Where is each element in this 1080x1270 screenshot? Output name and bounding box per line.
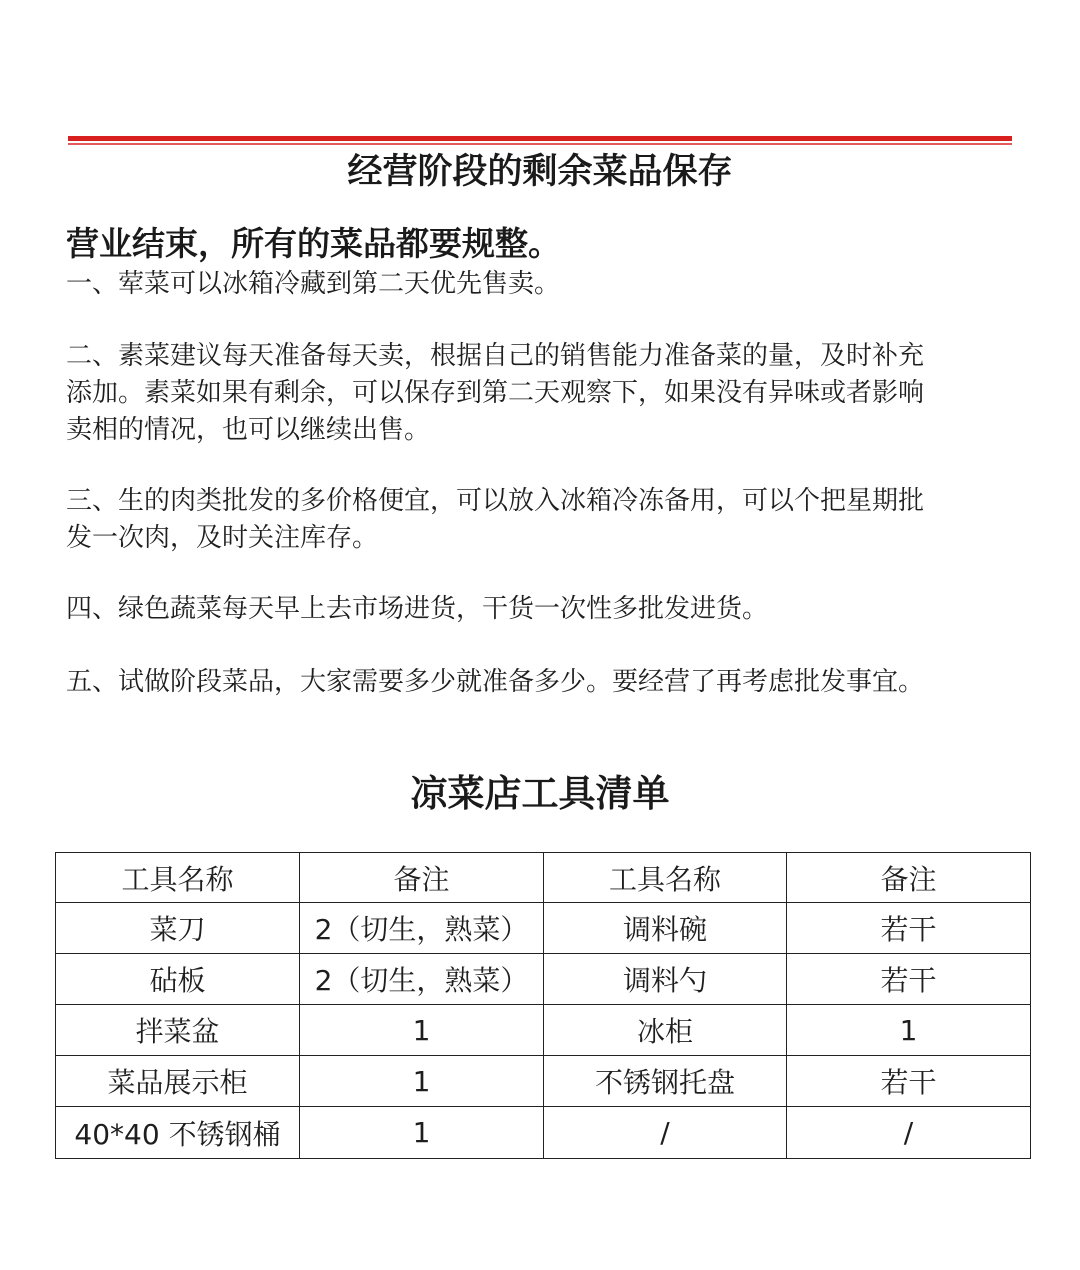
- header-cell: 备注: [300, 853, 544, 903]
- table-header-row: [56, 853, 1031, 903]
- table-cell: 1: [787, 1005, 1031, 1056]
- paragraph-line: 发一次肉，及时关注库存。: [66, 523, 379, 553]
- paragraph-3: [66, 483, 1026, 557]
- table-cell: 冰柜: [544, 1005, 787, 1056]
- paragraph-5: [66, 664, 1026, 701]
- table-title: 凉菜店工具清单: [410, 772, 670, 815]
- table-row: [56, 1005, 1031, 1056]
- table-cell: 调料碗: [544, 903, 787, 954]
- table-cell: /: [787, 1107, 1031, 1159]
- table-cell: /: [544, 1107, 787, 1159]
- paragraph-line: 五、试做阶段菜品，大家需要多少就准备多少。要经营了再考虑批发事宜。: [66, 667, 925, 697]
- table-cell: 若干: [787, 1056, 1031, 1107]
- paragraph-line: 添加。素菜如果有剩余，可以保存到第二天观察下，如果没有异味或者影响: [66, 378, 925, 408]
- table-cell: 调料勺: [544, 954, 787, 1005]
- table-cell: 40*40 不锈钢桶: [56, 1107, 300, 1159]
- table-cell: 若干: [787, 903, 1031, 954]
- paragraph-line: 二、素菜建议每天准备每天卖，根据自己的销售能力准备菜的量，及时补充: [66, 341, 925, 371]
- tools-table: [55, 852, 1031, 1159]
- header-cell: 工具名称: [544, 853, 787, 903]
- section-subheading: 营业结束，所有的菜品都要规整。: [66, 224, 561, 263]
- header-cell: 工具名称: [56, 853, 300, 903]
- header-cell: 备注: [787, 853, 1031, 903]
- table-cell: 1: [300, 1056, 544, 1107]
- red-divider-rule: [68, 136, 1012, 141]
- table-row: [56, 1056, 1031, 1107]
- table-row: [56, 1107, 1031, 1159]
- table-cell: 菜刀: [56, 903, 300, 954]
- paragraph-2: [66, 338, 1026, 449]
- paragraph-line: 三、生的肉类批发的多价格便宜，可以放入冰箱冷冻备用，可以个把星期批: [66, 486, 925, 516]
- table-cell: 砧板: [56, 954, 300, 1005]
- paragraph-line: 一、荤菜可以冰箱冷藏到第二天优先售卖。: [66, 269, 561, 299]
- paragraph-4: [66, 591, 1026, 628]
- table-cell: 若干: [787, 954, 1031, 1005]
- table-cell: 1: [300, 1005, 544, 1056]
- page-title: 经营阶段的剩余菜品保存: [347, 152, 733, 192]
- table-cell: 不锈钢托盘: [544, 1056, 787, 1107]
- table-row: [56, 903, 1031, 954]
- table-cell: 2（切生，熟菜）: [300, 903, 544, 954]
- table-cell: 拌菜盆: [56, 1005, 300, 1056]
- table-cell: 1: [300, 1107, 544, 1159]
- paragraph-line: 四、绿色蔬菜每天早上去市场进货，干货一次性多批发进货。: [66, 594, 769, 624]
- paragraph-line: 卖相的情况，也可以继续出售。: [66, 415, 431, 445]
- table-cell: 菜品展示柜: [56, 1056, 300, 1107]
- paragraph-1: [66, 266, 1026, 303]
- table-cell: 2（切生，熟菜）: [300, 954, 544, 1005]
- table-row: [56, 954, 1031, 1005]
